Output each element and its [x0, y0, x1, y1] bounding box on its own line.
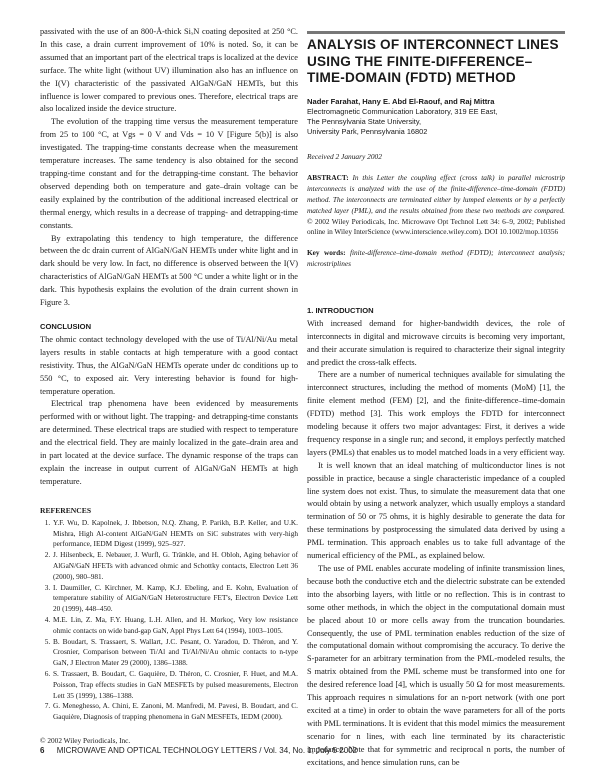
reference-item: 2. J. Hilsenbeck, E. Nebauer, J. Wurfl, G. Tränkle, and H. Obloh, Aging behavior of AlGaN/GaN HFETs with advanced ohmic and Schottky contacts, Electron Lett 36 (2000), 980–981.	[52, 550, 298, 582]
affiliation-line: Electromagnetic Communication Laboratory, 319 EE East,	[307, 106, 498, 116]
journal-citation: MICROWAVE AND OPTICAL TECHNOLOGY LETTERS / Vol. 34, No. 1, July 5 2002	[56, 746, 358, 755]
abstract-text: In this Letter the coupling effect (cross talk) in parallel microstrip interconnects is analyzed with the use of the finite-difference–time-domain (FDTD) method. The interconnects are terminated either by lumped elements or by a perfectly matched layer (PML), and the results obtained from these two methods are compared.	[307, 173, 565, 215]
keywords-label: Key words:	[307, 248, 346, 258]
keywords	[307, 248, 565, 270]
reference-item: 5. B. Boudart, S. Trassaert, S. Wallart, J.C. Pesant, O. Yaradou, D. Théron, and Y. Crosnier, Comparison between Ti/Al and Ti/Al/Ni/Au ohmic contacts to n-type GaN, J Electron Mater 29 (2000), 1386–1388.	[52, 637, 298, 669]
abstract-citation: © 2002 Wiley Periodicals, Inc. Microwave Opt Technol Lett 34: 6–9, 2002; Published online in Wiley InterScience (www.interscience.wiley.com). DOI 10.1002/mop.10356	[307, 216, 565, 237]
body-paragraph: By extrapolating this tendency to high temperature, the difference between the dc drain current of AlGaN/GaN HEMTs under white light and in dark should be very low. In fact, no difference is observed between the I(V) characteristics of AlGaN/GaN HEMTs at 500 °C under a white light or in the dark. This hypothesis explains the evolution of the drain current shown in Figure 3.	[40, 233, 298, 308]
keywords-text: finite-difference–time-domain method (FDTD); interconnect analysis; microstriplines	[307, 248, 565, 268]
reference-item: 3. I. Daumiller, C. Kirchner, M. Kamp, K.J. Ebeling, and E. Kohn, Evaluation of temperature stability of AlGaN/GaN Heterostructure FET's, Electron Device Lett 20 (1999), 448–450.	[52, 583, 298, 615]
abstract-label: ABSTRACT:	[307, 173, 349, 183]
conclusion-heading: CONCLUSION	[40, 321, 92, 331]
reference-item: 6. S. Trassaert, B. Boudart, C. Gaquière, D. Théron, C. Crosnier, F. Huet, and M.A. Poisson, Trap effects studies in GaN MESFETs by pulsed measurements, Electron Lett 35 (1999), 1386–1388.	[52, 669, 298, 701]
reference-item: 1. Y.F. Wu, D. Kapolnek, J. Ibbetson, N.Q. Zhang, P. Parikh, B.P. Keller, and U.K. Mishra, High Al-content AlGaN/GaN HEMTs on SiC substrates with very-high performance, IEDM Digest (1999), 925–927.	[52, 518, 298, 550]
received-date: Received 2 January 2002	[307, 151, 382, 161]
references-list	[40, 518, 298, 723]
affiliation-line: University Park, Pennsylvania 16802	[307, 126, 428, 136]
abstract	[307, 173, 565, 238]
intro-paragraph: With increased demand for higher-bandwidth devices, the role of interconnects in digital and microwave circuits is becoming very important, and their accurate simulation is required to characterize their signal integrity and predict the cross-talk effects.	[307, 318, 565, 367]
article-title: ANALYSIS OF INTERCONNECT LINES USING THE FINITE-DIFFERENCE–TIME-DOMAIN (FDTD) METHOD	[307, 37, 559, 85]
conclusion-paragraph: The ohmic contact technology developed with the use of Ti/Al/Ni/Au metal layers results in stable contacts at high temperature with a good contact resistivity. Thus, the AlGaN/GaN HEMTs operate under dc conditions up to 550 °C, to exposed air. Very interesting behavior is found for high-temperature operation.	[40, 334, 298, 396]
page-footer	[40, 746, 357, 755]
reference-item: 7. G. Meneghesso, A. Chini, E. Zanoni, M. Manfredi, M. Pavesi, B. Boudart, and C. Gaquière, Diagnosis of trapping phenomena in GaN MESFETs, IEDM (2000).	[52, 701, 298, 723]
conclusion-paragraph: Electrical trap phenomena have been evidenced by measurements performed with or without light. The trapping- and detrapping-time constants are determined. These electrical traps are studied with respect to temperature and the electrical field. They are mainly localized in the gate–drain area and in part located at the device surface. The dynamic response of the traps can explain the increase in output current of AlGaN/GaN HEMTs at high temperature.	[40, 399, 298, 486]
affiliation-line: The Pennsylvania State University,	[307, 116, 422, 126]
reference-item: 4. M.E. Lin, Z. Ma, F.Y. Huang, L.H. Allen, and H. Morkoç, Very low resistance ohmic contacts on wide band-gap GaN, Appl Phys Lett 64 (1994), 1003–1005.	[52, 615, 298, 637]
intro-paragraph: There are a number of numerical techniques available for simulating the interconnect structures, including the method of moments (MoM) [1], the finite element method (FEM) [2], and the finite-difference–time-domain (FDTD) method [3]. This work employs the FDTD for interconnect modeling because it offers two major advantages: First, it derives a wide frequency response in a single run; and second, it employs perfectly matched layers (PMLs) that enables us to model matched loads in a very efficient way.	[307, 370, 565, 457]
title-rule	[307, 31, 565, 34]
left-column	[40, 26, 298, 748]
body-paragraph: The evolution of the trapping time versus the measurement temperature from 25 to 100 °C, at Vgs = 0 V and Vds = 10 V [Figure 5(b)] is also investigated. The trapping-time constants decrease when the measurement temperature increases. The same tendency is also obtained for the second trapping-time constant and for the detrapping-time constant. The behavior observed depending both on temperature and gate–drain voltage can be easily explained by the contribution of the additional increased electrical or thermal energy, which results in a decrease of trapping- and detrapping-time constants.	[40, 117, 298, 230]
introduction-heading: 1. INTRODUCTION	[307, 305, 374, 315]
right-column	[307, 26, 565, 770]
authors: Nader Farahat, Hany E. Abd El-Raouf, and Raj Mittra	[307, 96, 495, 106]
references-heading: REFERENCES	[40, 505, 92, 515]
copyright-notice: © 2002 Wiley Periodicals, Inc.	[40, 735, 131, 745]
body-paragraph: passivated with the use of an 800-Å-thick SiₓN coating deposited at 250 °C. In this case, a drain current improvement of 10% is noted. So, it can be assumed that an important part of the electrical traps is localized at the device surface. The white light (without UV) illumination also has an influence on the I(V) characteristic of the passivated AlGaN/GaN HEMTs, but this influence is lower compared to previous ones. Therefore, electrical traps are also localized inside the device structure.	[40, 27, 298, 114]
page-number: 6	[40, 746, 45, 755]
intro-paragraph: It is well known that an ideal matching of multiconductor lines is not possible in practice, because a single characteristic impedance of a coupled line system does not exist. Thus, to simulate the measurement data that one would obtain by using a network analyzer, which usually employs a standard termination of 50 or 75 ohms, it is highly desirable to generate the data for these terminations by postprocessing the simulated data derived by using a PML termination. This approach enables us to take full advantage of the numerical efficiency of the PML, as explained below.	[307, 460, 565, 561]
intro-paragraph: The use of PML enables accurate modeling of infinite transmission lines, because both the conductive etch and the dielectric substrate can be extended into the absorbing layers, with little or no reflection. This is in contrast to some other methods, in which the object in the computational domain must be placed about 10 or more cells away from the truncation boundaries. Consequently, the use of PML termination enables reduction of the size of the computational domain without compromising the accuracy. To derive the S-parameter for an arbitrary termination from the PML-modeled results, the S matrix obtained from the PML scheme must be transformed into one for the desired reference load [4], which is usually 50 Ω for most measurements. This approach requires n simulations for an n-port network (with one port excited at a time) in order to obtain the wave parameters for all of the ports with PML terminations. It is evident that this model mimics the measurement scenario for n lines, with each line terminated by its characteristic impedance. Note that for symmetric and reciprocal n ports, the number of excitations, and hence simulation runs, can be	[307, 564, 565, 767]
